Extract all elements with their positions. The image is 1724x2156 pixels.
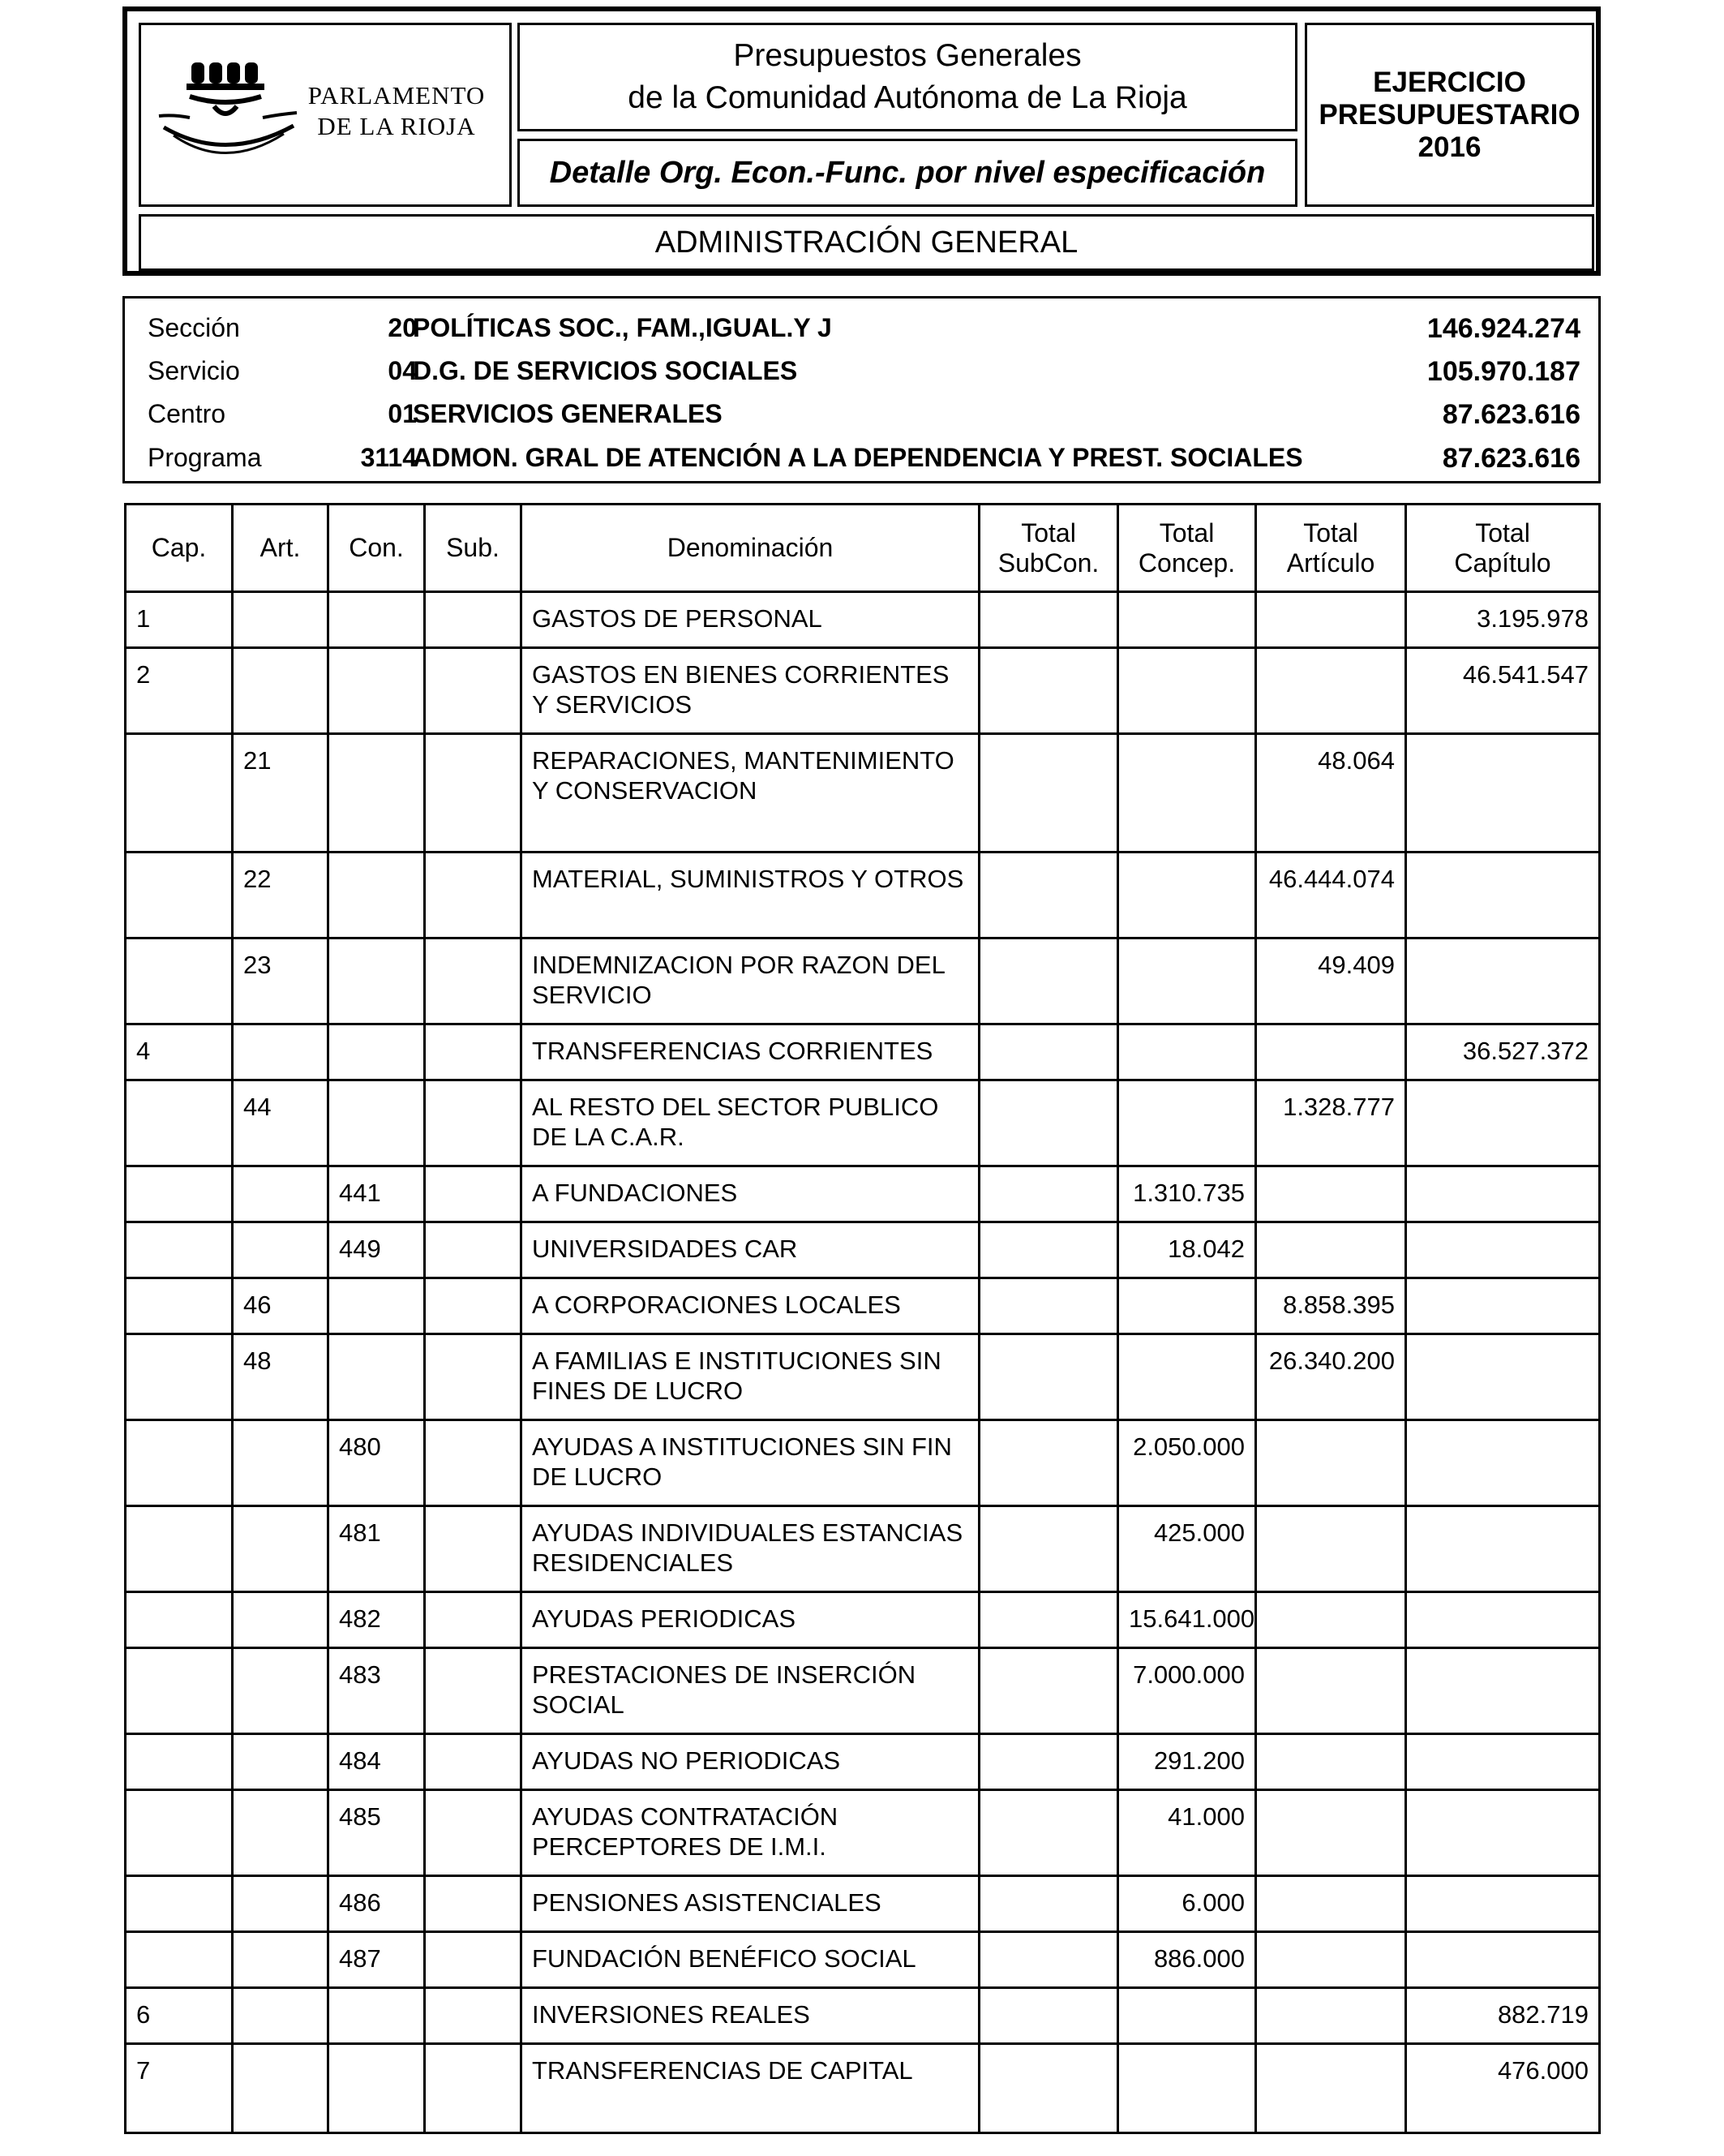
row-cap (126, 1080, 233, 1166)
info-name: SERVICIOS GENERALES (413, 399, 723, 428)
row-sub (425, 853, 521, 938)
row-denominacion: AYUDAS A INSTITUCIONES SIN FIN DE LUCRO (521, 1420, 980, 1506)
info-amount: 87.623.616 (1442, 443, 1580, 474)
row-cap (126, 1932, 233, 1988)
row-total-articulo (1256, 1420, 1406, 1506)
row-total-articulo: 49.409 (1256, 938, 1406, 1024)
row-total-concep (1118, 648, 1256, 734)
row-total-capitulo (1406, 853, 1600, 938)
info-code: 20 (388, 313, 417, 342)
row-con: 486 (328, 1876, 425, 1932)
row-art (233, 1166, 328, 1222)
col-total-concep: Total Concep. (1118, 505, 1256, 592)
row-con (328, 592, 425, 648)
row-sub (425, 1790, 521, 1876)
row-denominacion: AYUDAS INDIVIDUALES ESTANCIAS RESIDENCIALES (521, 1506, 980, 1592)
row-cap (126, 1222, 233, 1278)
row-total-concep: 886.000 (1118, 1932, 1256, 1988)
row-cap (126, 853, 233, 938)
row-total-subcon (980, 1080, 1118, 1166)
row-total-subcon (980, 2044, 1118, 2133)
row-total-subcon (980, 648, 1118, 734)
table-row (126, 1024, 1600, 1080)
row-denominacion: AYUDAS NO PERIODICAS (521, 1734, 980, 1790)
table-row (126, 1222, 1600, 1278)
row-total-capitulo (1406, 1932, 1600, 1988)
admin-title: ADMINISTRACIÓN GENERAL (654, 225, 1079, 260)
subtitle-box (517, 139, 1297, 207)
row-sub (425, 1420, 521, 1506)
row-con: 441 (328, 1166, 425, 1222)
row-total-capitulo (1406, 1506, 1600, 1592)
row-total-subcon (980, 1932, 1118, 1988)
info-code: 04 (388, 356, 417, 385)
row-con (328, 1278, 425, 1334)
row-total-capitulo (1406, 938, 1600, 1024)
row-total-subcon (980, 1222, 1118, 1278)
row-art: 22 (233, 853, 328, 938)
row-art (233, 1648, 328, 1734)
admin-box (139, 214, 1594, 271)
row-total-concep (1118, 1278, 1256, 1334)
ejercicio-label: EJERCICIO (1373, 66, 1526, 98)
row-total-articulo (1256, 1734, 1406, 1790)
row-total-concep (1118, 1080, 1256, 1166)
row-denominacion: A FAMILIAS E INSTITUCIONES SIN FINES DE LUCRO (521, 1334, 980, 1420)
row-total-concep: 2.050.000 (1118, 1420, 1256, 1506)
row-con: 480 (328, 1420, 425, 1506)
row-cap: 7 (126, 2044, 233, 2133)
logo-text-line2: DE LA RIOJA (317, 112, 476, 140)
info-name: ADMON. GRAL DE ATENCIÓN A LA DEPENDENCIA Y PREST. SOCIALES (413, 443, 1303, 472)
row-total-capitulo: 882.719 (1406, 1988, 1600, 2044)
row-total-subcon (980, 1876, 1118, 1932)
row-total-concep (1118, 1334, 1256, 1420)
row-total-capitulo (1406, 1592, 1600, 1648)
col-total-subcon: Total SubCon. (980, 505, 1118, 592)
row-total-concep: 18.042 (1118, 1222, 1256, 1278)
row-total-capitulo (1406, 1278, 1600, 1334)
fiscal-year-box (1305, 23, 1594, 207)
row-con: 485 (328, 1790, 425, 1876)
info-label: Servicio (148, 356, 240, 385)
row-total-concep (1118, 938, 1256, 1024)
row-denominacion: PENSIONES ASISTENCIALES (521, 1876, 980, 1932)
row-sub (425, 1024, 521, 1080)
row-con (328, 938, 425, 1024)
row-cap (126, 1506, 233, 1592)
table-row (126, 1932, 1600, 1988)
row-total-capitulo: 476.000 (1406, 2044, 1600, 2133)
row-total-articulo: 46.444.074 (1256, 853, 1406, 938)
title-box (517, 23, 1297, 131)
row-art (233, 1876, 328, 1932)
row-con (328, 853, 425, 938)
row-cap (126, 1648, 233, 1734)
row-sub (425, 592, 521, 648)
row-art (233, 1790, 328, 1876)
subtitle: Detalle Org. Econ.-Func. por nivel especificación (549, 155, 1266, 190)
row-total-articulo (1256, 592, 1406, 648)
row-total-subcon (980, 1420, 1118, 1506)
row-total-subcon (980, 1506, 1118, 1592)
row-total-capitulo (1406, 734, 1600, 853)
row-art: 21 (233, 734, 328, 853)
row-total-subcon (980, 1734, 1118, 1790)
row-con (328, 1080, 425, 1166)
row-denominacion: REPARACIONES, MANTENIMIENTO Y CONSERVACION (521, 734, 980, 853)
logo-text-line1: PARLAMENTO (307, 81, 486, 110)
row-sub (425, 1080, 521, 1166)
row-art (233, 1024, 328, 1080)
row-art (233, 592, 328, 648)
row-total-capitulo (1406, 1876, 1600, 1932)
row-art: 48 (233, 1334, 328, 1420)
row-con: 481 (328, 1506, 425, 1592)
col-denominacion: Denominación (521, 505, 980, 592)
row-total-capitulo (1406, 1790, 1600, 1876)
info-amount: 87.623.616 (1442, 399, 1580, 430)
row-sub (425, 1506, 521, 1592)
row-total-concep: 1.310.735 (1118, 1166, 1256, 1222)
col-total-articulo: Total Artículo (1256, 505, 1406, 592)
logo-text (299, 80, 494, 142)
row-denominacion: TRANSFERENCIAS CORRIENTES (521, 1024, 980, 1080)
table-row (126, 1506, 1600, 1592)
budget-table (124, 503, 1601, 2134)
row-con (328, 2044, 425, 2133)
info-label: Sección (148, 313, 240, 342)
row-denominacion: GASTOS EN BIENES CORRIENTES Y SERVICIOS (521, 648, 980, 734)
row-denominacion: AYUDAS PERIODICAS (521, 1592, 980, 1648)
col-art: Art. (233, 505, 328, 592)
info-amount: 146.924.274 (1426, 313, 1580, 344)
row-total-articulo (1256, 1024, 1406, 1080)
row-art (233, 1988, 328, 2044)
info-row-centro (125, 393, 1598, 433)
row-cap: 1 (126, 592, 233, 648)
row-total-articulo (1256, 1222, 1406, 1278)
row-con (328, 1024, 425, 1080)
row-total-capitulo (1406, 1080, 1600, 1166)
row-con: 482 (328, 1592, 425, 1648)
row-con (328, 1988, 425, 2044)
row-cap: 2 (126, 648, 233, 734)
table-row (126, 1420, 1600, 1506)
table-header-row (126, 505, 1600, 592)
row-art: 44 (233, 1080, 328, 1166)
table-row (126, 938, 1600, 1024)
row-total-articulo (1256, 648, 1406, 734)
row-total-concep (1118, 2044, 1256, 2133)
row-total-subcon (980, 592, 1118, 648)
row-denominacion: UNIVERSIDADES CAR (521, 1222, 980, 1278)
row-total-articulo: 48.064 (1256, 734, 1406, 853)
row-total-subcon (980, 1278, 1118, 1334)
table-row (126, 734, 1600, 853)
row-total-articulo: 8.858.395 (1256, 1278, 1406, 1334)
row-denominacion: PRESTACIONES DE INSERCIÓN SOCIAL (521, 1648, 980, 1734)
row-art: 46 (233, 1278, 328, 1334)
col-con: Con. (328, 505, 425, 592)
row-total-concep: 6.000 (1118, 1876, 1256, 1932)
row-total-subcon (980, 1648, 1118, 1734)
row-sub (425, 1278, 521, 1334)
row-total-subcon (980, 1988, 1118, 2044)
row-denominacion: TRANSFERENCIAS DE CAPITAL (521, 2044, 980, 2133)
row-sub (425, 1222, 521, 1278)
row-total-concep (1118, 734, 1256, 853)
row-art (233, 1592, 328, 1648)
row-sub (425, 1592, 521, 1648)
row-total-subcon (980, 1334, 1118, 1420)
row-total-concep: 41.000 (1118, 1790, 1256, 1876)
row-total-concep (1118, 592, 1256, 648)
row-total-subcon (980, 853, 1118, 938)
row-total-articulo: 1.328.777 (1256, 1080, 1406, 1166)
table-row (126, 1734, 1600, 1790)
row-total-capitulo: 36.527.372 (1406, 1024, 1600, 1080)
row-sub (425, 648, 521, 734)
row-con (328, 1334, 425, 1420)
row-cap (126, 1278, 233, 1334)
row-denominacion: GASTOS DE PERSONAL (521, 592, 980, 648)
row-denominacion: AYUDAS CONTRATACIÓN PERCEPTORES DE I.M.I. (521, 1790, 980, 1876)
table-row (126, 1876, 1600, 1932)
row-sub (425, 734, 521, 853)
row-denominacion: FUNDACIÓN BENÉFICO SOCIAL (521, 1932, 980, 1988)
row-total-concep: 7.000.000 (1118, 1648, 1256, 1734)
row-total-capitulo (1406, 1222, 1600, 1278)
row-total-articulo (1256, 1166, 1406, 1222)
row-art: 23 (233, 938, 328, 1024)
row-total-articulo (1256, 1648, 1406, 1734)
row-total-concep: 291.200 (1118, 1734, 1256, 1790)
row-denominacion: INVERSIONES REALES (521, 1988, 980, 2044)
row-cap (126, 1734, 233, 1790)
row-cap: 4 (126, 1024, 233, 1080)
info-row-seccion (125, 307, 1598, 347)
row-sub (425, 1988, 521, 2044)
row-total-articulo: 26.340.200 (1256, 1334, 1406, 1420)
row-total-articulo (1256, 1592, 1406, 1648)
col-sub: Sub. (425, 505, 521, 592)
col-total-capitulo: Total Capítulo (1406, 505, 1600, 592)
row-total-capitulo (1406, 1166, 1600, 1222)
row-con (328, 734, 425, 853)
row-total-articulo (1256, 1506, 1406, 1592)
row-total-subcon (980, 1592, 1118, 1648)
row-denominacion: A CORPORACIONES LOCALES (521, 1278, 980, 1334)
row-con (328, 648, 425, 734)
row-total-capitulo (1406, 1648, 1600, 1734)
row-con: 483 (328, 1648, 425, 1734)
row-total-capitulo: 46.541.547 (1406, 648, 1600, 734)
info-row-programa (125, 436, 1598, 477)
table-row (126, 648, 1600, 734)
col-cap: Cap. (126, 505, 233, 592)
row-total-articulo (1256, 2044, 1406, 2133)
row-sub (425, 938, 521, 1024)
logo-box (139, 23, 512, 207)
info-code: 01 (388, 399, 417, 428)
row-total-subcon (980, 938, 1118, 1024)
row-total-capitulo (1406, 1334, 1600, 1420)
table-row (126, 1790, 1600, 1876)
budget-section-info (122, 296, 1601, 483)
info-row-servicio (125, 350, 1598, 390)
row-cap (126, 938, 233, 1024)
row-total-subcon (980, 1166, 1118, 1222)
row-art (233, 1734, 328, 1790)
info-label: Programa (148, 443, 262, 472)
row-total-articulo (1256, 1988, 1406, 2044)
row-art (233, 2044, 328, 2133)
row-cap (126, 1592, 233, 1648)
parliament-logo-icon (157, 58, 303, 171)
row-total-concep (1118, 853, 1256, 938)
row-denominacion: MATERIAL, SUMINISTROS Y OTROS (521, 853, 980, 938)
table-row (126, 853, 1600, 938)
table-row (126, 1166, 1600, 1222)
row-con: 484 (328, 1734, 425, 1790)
row-art (233, 648, 328, 734)
table-row (126, 592, 1600, 648)
table-row (126, 1334, 1600, 1420)
row-total-concep: 425.000 (1118, 1506, 1256, 1592)
row-cap (126, 1166, 233, 1222)
info-amount: 105.970.187 (1426, 356, 1580, 387)
document-header (122, 6, 1601, 276)
table-row (126, 1988, 1600, 2044)
row-cap (126, 1790, 233, 1876)
row-denominacion: AL RESTO DEL SECTOR PUBLICO DE LA C.A.R. (521, 1080, 980, 1166)
row-con: 487 (328, 1932, 425, 1988)
row-art (233, 1222, 328, 1278)
table-row (126, 1648, 1600, 1734)
row-total-subcon (980, 1024, 1118, 1080)
info-code: 3114 (360, 443, 417, 472)
presupuestario-label: PRESUPUESTARIO (1319, 98, 1580, 131)
row-sub (425, 1932, 521, 1988)
table-row (126, 2044, 1600, 2133)
row-cap (126, 1876, 233, 1932)
row-total-subcon (980, 734, 1118, 853)
row-total-articulo (1256, 1876, 1406, 1932)
row-sub (425, 1334, 521, 1420)
row-cap (126, 734, 233, 853)
row-sub (425, 1734, 521, 1790)
row-art (233, 1506, 328, 1592)
row-cap: 6 (126, 1988, 233, 2044)
row-total-capitulo (1406, 1420, 1600, 1506)
row-total-concep (1118, 1988, 1256, 2044)
row-sub (425, 2044, 521, 2133)
row-sub (425, 1166, 521, 1222)
info-name: D.G. DE SERVICIOS SOCIALES (413, 356, 798, 385)
row-total-capitulo (1406, 1734, 1600, 1790)
row-cap (126, 1420, 233, 1506)
table-row (126, 1592, 1600, 1648)
row-total-subcon (980, 1790, 1118, 1876)
row-art (233, 1932, 328, 1988)
row-total-concep (1118, 1024, 1256, 1080)
info-name: POLÍTICAS SOC., FAM.,IGUAL.Y J (413, 313, 832, 342)
row-cap (126, 1334, 233, 1420)
row-denominacion: INDEMNIZACION POR RAZON DEL SERVICIO (521, 938, 980, 1024)
row-denominacion: A FUNDACIONES (521, 1166, 980, 1222)
title-line1: Presupuestos Generales (733, 38, 1082, 73)
info-label: Centro (148, 399, 226, 428)
row-total-articulo (1256, 1790, 1406, 1876)
row-art (233, 1420, 328, 1506)
table-row (126, 1278, 1600, 1334)
table-row (126, 1080, 1600, 1166)
row-total-capitulo: 3.195.978 (1406, 592, 1600, 648)
fiscal-year: 2016 (1417, 131, 1482, 163)
row-sub (425, 1648, 521, 1734)
title-line2: de la Comunidad Autónoma de La Rioja (628, 80, 1187, 115)
row-total-concep: 15.641.000 (1118, 1592, 1256, 1648)
row-con: 449 (328, 1222, 425, 1278)
row-total-articulo (1256, 1932, 1406, 1988)
row-sub (425, 1876, 521, 1932)
